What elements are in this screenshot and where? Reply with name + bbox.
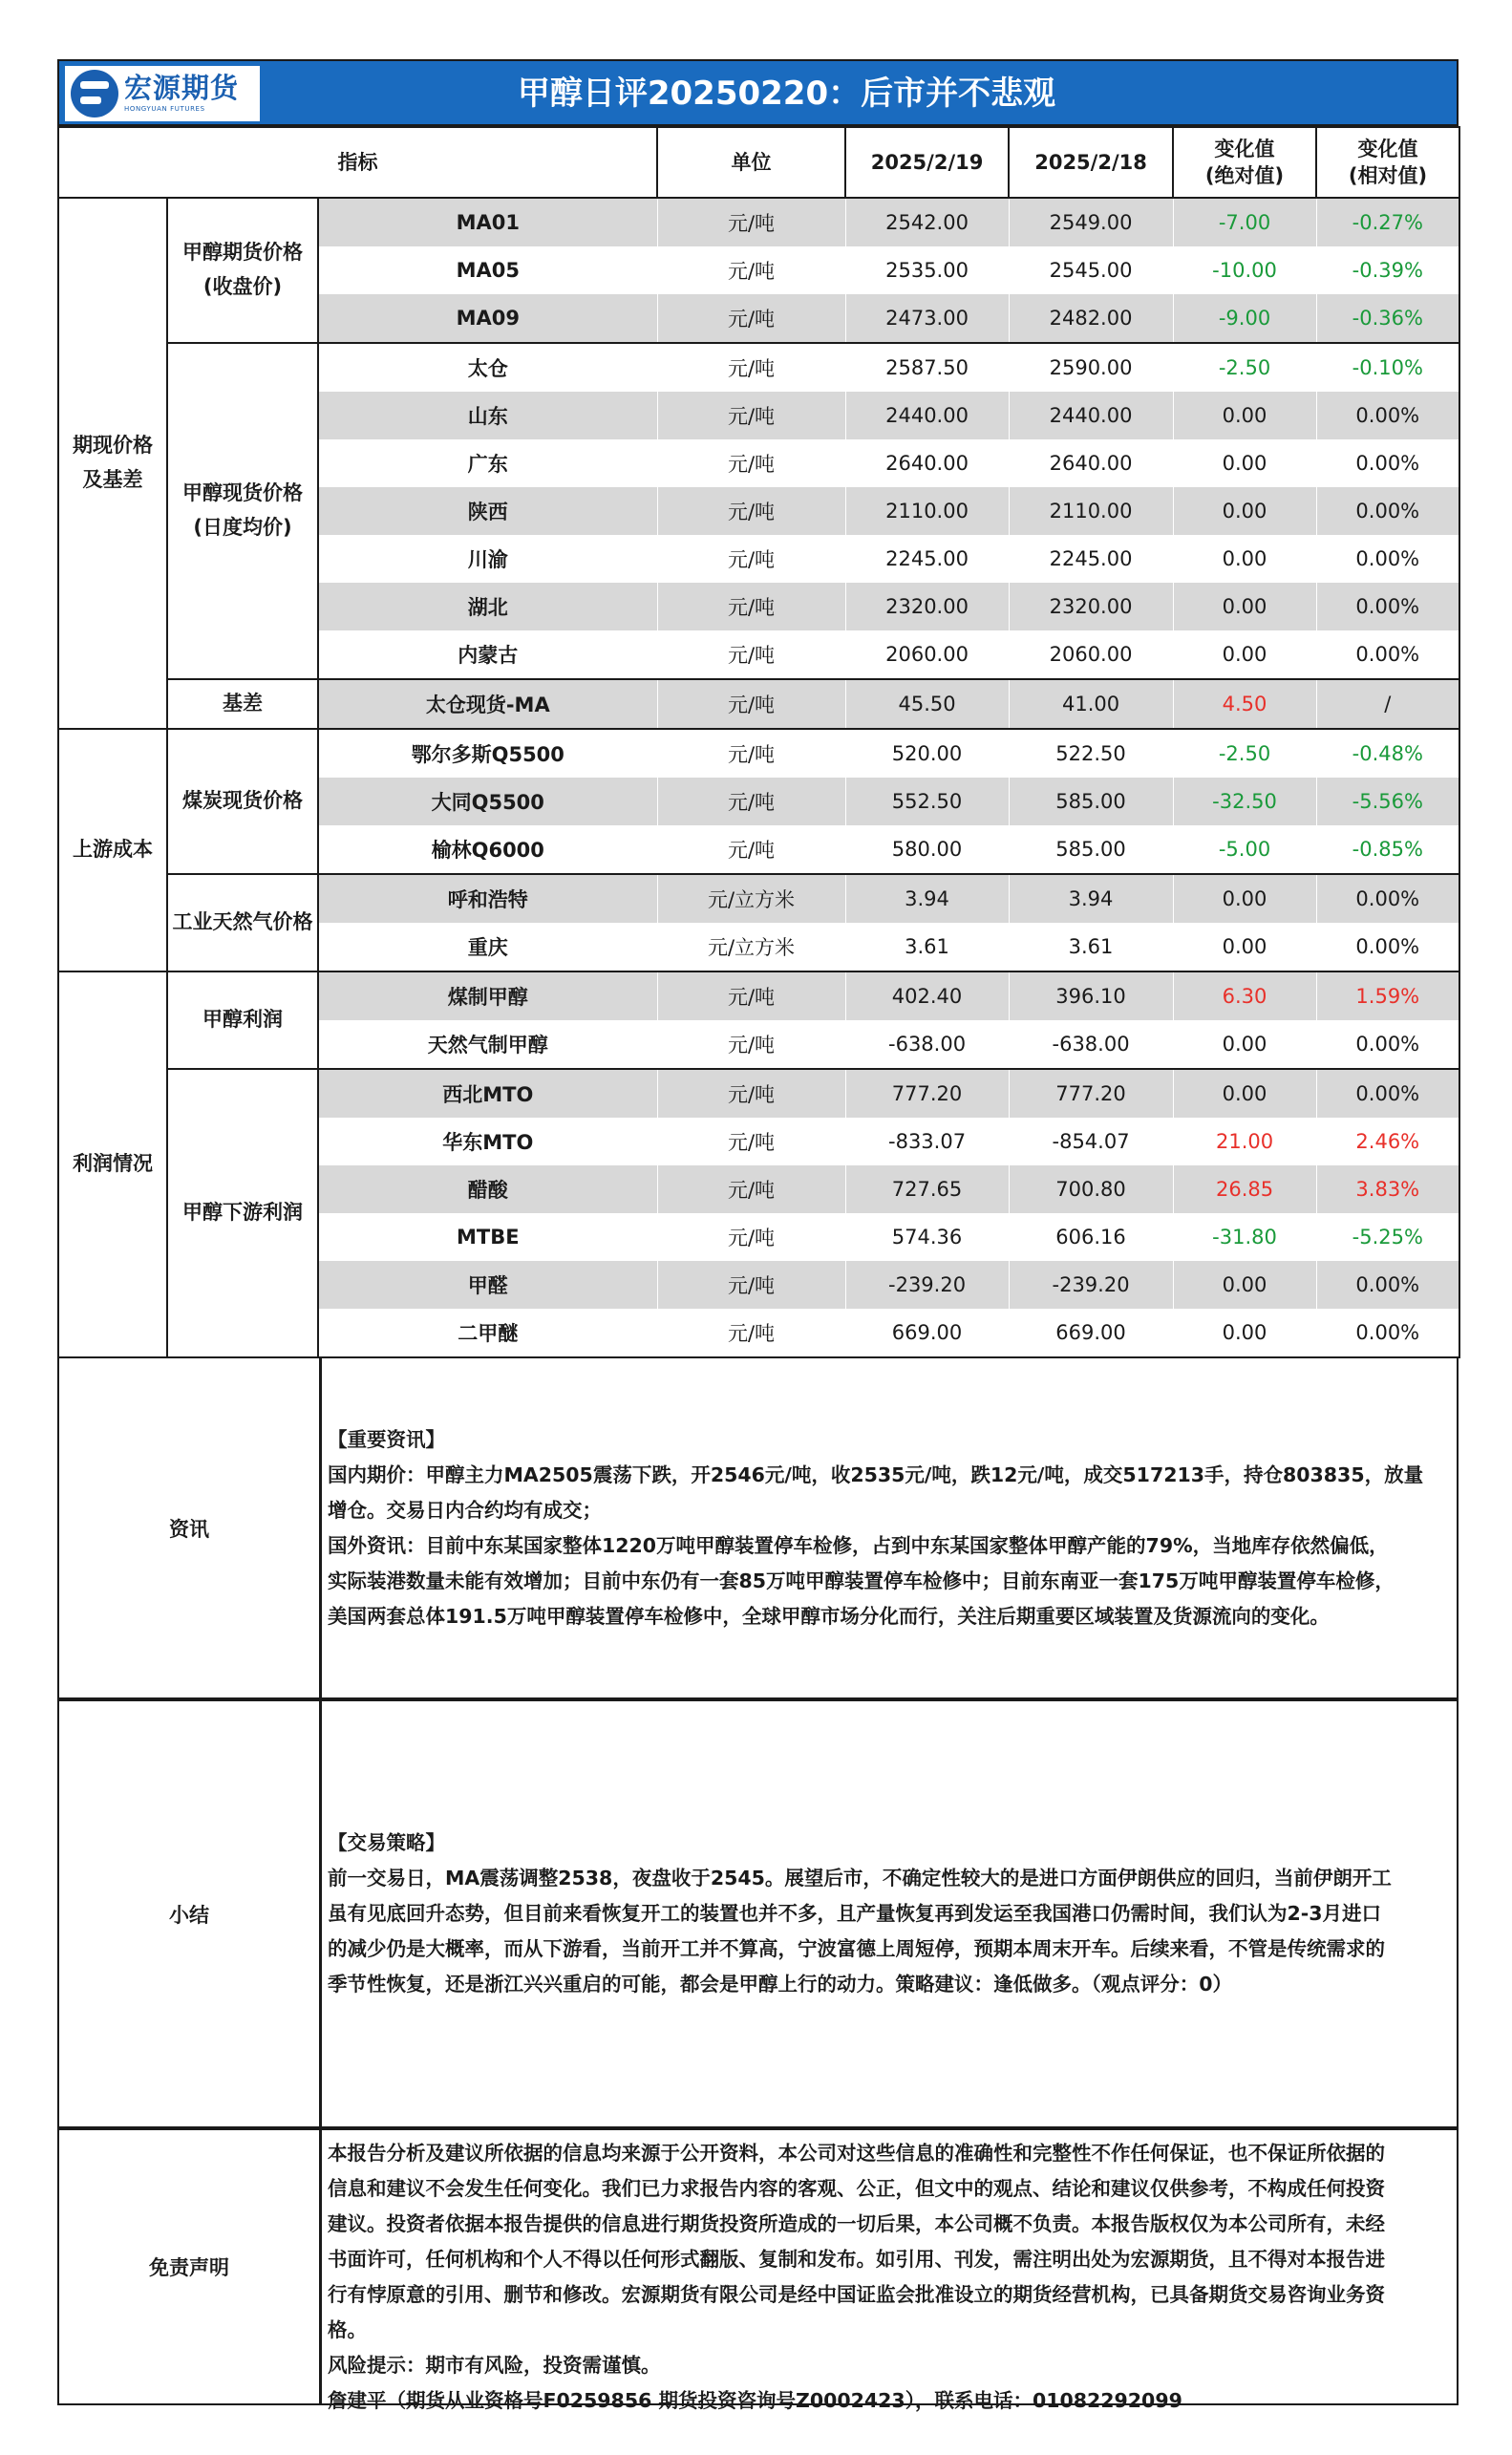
unit-cell: 元/吨 (657, 679, 845, 729)
value-date2-cell: 2320.00 (1009, 583, 1173, 630)
unit-cell: 元/吨 (657, 246, 845, 294)
subcategory-cell: 甲醇现货价格 (日度均价) (167, 343, 318, 679)
unit-cell: 元/吨 (657, 1261, 845, 1309)
col-unit: 单位 (657, 127, 845, 198)
value-date1-cell: 2440.00 (845, 392, 1009, 439)
indicator-cell: MA05 (318, 246, 657, 294)
change-rel-cell: 0.00% (1316, 392, 1459, 439)
title-bar (57, 59, 1459, 126)
value-date1-cell: 727.65 (845, 1165, 1009, 1213)
change-abs-cell: 0.00 (1173, 630, 1316, 679)
value-date2-cell: 669.00 (1009, 1309, 1173, 1357)
subcategory-cell: 基差 (167, 679, 318, 729)
unit-cell: 元/吨 (657, 1020, 845, 1069)
change-rel-cell: 0.00% (1316, 1020, 1459, 1069)
subcategory-cell: 煤炭现货价格 (167, 729, 318, 874)
value-date2-cell: 2060.00 (1009, 630, 1173, 679)
change-abs-cell: 0.00 (1173, 1309, 1316, 1357)
change-abs-cell: 21.00 (1173, 1118, 1316, 1165)
change-rel-cell: -5.56% (1316, 778, 1459, 825)
table-row (58, 198, 1459, 246)
indicator-cell: 陕西 (318, 487, 657, 535)
change-abs-cell: 0.00 (1173, 439, 1316, 487)
value-date1-cell: 2587.50 (845, 343, 1009, 392)
change-rel-cell: / (1316, 679, 1459, 729)
value-date1-cell: 2110.00 (845, 487, 1009, 535)
unit-cell: 元/吨 (657, 971, 845, 1020)
value-date1-cell: -638.00 (845, 1020, 1009, 1069)
category-cell: 上游成本 (58, 729, 167, 971)
unit-cell: 元/吨 (657, 825, 845, 874)
change-rel-cell: 0.00% (1316, 487, 1459, 535)
value-date1-cell: -239.20 (845, 1261, 1009, 1309)
value-date2-cell: 2245.00 (1009, 535, 1173, 583)
change-abs-cell: -9.00 (1173, 294, 1316, 343)
indicator-cell: 天然气制甲醇 (318, 1020, 657, 1069)
value-date1-cell: 580.00 (845, 825, 1009, 874)
change-abs-cell: -10.00 (1173, 246, 1316, 294)
change-rel-cell: 0.00% (1316, 439, 1459, 487)
table-row (58, 1069, 1459, 1118)
change-abs-cell: -2.50 (1173, 343, 1316, 392)
value-date2-cell: 2110.00 (1009, 487, 1173, 535)
change-abs-cell: -2.50 (1173, 729, 1316, 778)
value-date1-cell: 3.94 (845, 874, 1009, 923)
value-date1-cell: 402.40 (845, 971, 1009, 1020)
col-date1: 2025/2/19 (845, 127, 1009, 198)
unit-cell: 元/吨 (657, 630, 845, 679)
value-date2-cell: 2640.00 (1009, 439, 1173, 487)
change-abs-cell: 0.00 (1173, 1261, 1316, 1309)
unit-cell: 元/吨 (657, 198, 845, 246)
value-date1-cell: 574.36 (845, 1213, 1009, 1261)
value-date1-cell: 520.00 (845, 729, 1009, 778)
indicator-cell: 山东 (318, 392, 657, 439)
news-section (57, 1358, 1459, 1699)
indicator-cell: 煤制甲醇 (318, 971, 657, 1020)
indicator-cell: MA09 (318, 294, 657, 343)
indicator-cell: 醋酸 (318, 1165, 657, 1213)
change-rel-cell: 0.00% (1316, 630, 1459, 679)
value-date1-cell: 669.00 (845, 1309, 1009, 1357)
indicator-cell: 甲醛 (318, 1261, 657, 1309)
indicator-cell: 太仓现货-MA (318, 679, 657, 729)
value-date1-cell: 2060.00 (845, 630, 1009, 679)
col-change-rel: 变化值 (相对值) (1316, 127, 1459, 198)
value-date1-cell: 3.61 (845, 923, 1009, 971)
unit-cell: 元/吨 (657, 487, 845, 535)
value-date2-cell: 777.20 (1009, 1069, 1173, 1118)
disclaimer-section (57, 2128, 1459, 2412)
report-title: 甲醇日评20250220：后市并不悲观 (517, 75, 1056, 113)
change-rel-cell: 1.59% (1316, 971, 1459, 1020)
change-rel-cell: 2.46% (1316, 1118, 1459, 1165)
col-indicator: 指标 (58, 127, 657, 198)
change-rel-cell: 0.00% (1316, 583, 1459, 630)
subcategory-cell: 甲醇下游利润 (167, 1069, 318, 1357)
unit-cell: 元/吨 (657, 392, 845, 439)
disclaimer-label: 免责声明 (59, 2130, 322, 2403)
unit-cell: 元/立方米 (657, 923, 845, 971)
value-date2-cell: 3.61 (1009, 923, 1173, 971)
change-abs-cell: 4.50 (1173, 679, 1316, 729)
indicator-cell: MA01 (318, 198, 657, 246)
change-abs-cell: 0.00 (1173, 535, 1316, 583)
change-rel-cell: -0.10% (1316, 343, 1459, 392)
value-date1-cell: 2245.00 (845, 535, 1009, 583)
change-rel-cell: -0.39% (1316, 246, 1459, 294)
summary-text: 【交易策略】 前一交易日，MA震荡调整2538，夜盘收于2545。展望后市，不确定性较大的是进口方面伊朗供应的回归，当前伊朗开工 虽有见底回升态势，但目前来看恢复开工的装置也并不多，且产量恢复再到发运至我国港口仍需时间，我们认为2-3月进口 的减少仍是大概率，而从下游看，当前开工并不算高，宁波富德上周短停，预期本周末开车。后续来看，不管是传统需求的 季节性恢复，还是浙江兴兴重启的可能，都会是甲醇上行的动力。策略建议：逢低做多。（观点评分：0） (328, 1831, 1392, 1996)
change-rel-cell: 0.00% (1316, 1309, 1459, 1357)
unit-cell: 元/吨 (657, 778, 845, 825)
indicator-cell: 榆林Q6000 (318, 825, 657, 874)
category-cell: 期现价格 及基差 (58, 198, 167, 729)
col-date2: 2025/2/18 (1009, 127, 1173, 198)
value-date1-cell: 2640.00 (845, 439, 1009, 487)
change-abs-cell: 6.30 (1173, 971, 1316, 1020)
table-row (58, 343, 1459, 392)
change-abs-cell: -31.80 (1173, 1213, 1316, 1261)
indicator-cell: MTBE (318, 1213, 657, 1261)
value-date1-cell: 45.50 (845, 679, 1009, 729)
unit-cell: 元/吨 (657, 535, 845, 583)
change-abs-cell: 0.00 (1173, 923, 1316, 971)
value-date1-cell: 2542.00 (845, 198, 1009, 246)
value-date2-cell: 2440.00 (1009, 392, 1173, 439)
change-abs-cell: -32.50 (1173, 778, 1316, 825)
indicator-cell: 湖北 (318, 583, 657, 630)
value-date2-cell: 2590.00 (1009, 343, 1173, 392)
unit-cell: 元/吨 (657, 1309, 845, 1357)
change-rel-cell: -0.27% (1316, 198, 1459, 246)
change-abs-cell: 0.00 (1173, 392, 1316, 439)
change-abs-cell: -7.00 (1173, 198, 1316, 246)
category-cell: 利润情况 (58, 971, 167, 1357)
unit-cell: 元/吨 (657, 729, 845, 778)
value-date2-cell: 2545.00 (1009, 246, 1173, 294)
indicator-cell: 鄂尔多斯Q5500 (318, 729, 657, 778)
change-abs-cell: 0.00 (1173, 1020, 1316, 1069)
value-date2-cell: 396.10 (1009, 971, 1173, 1020)
indicator-cell: 川渝 (318, 535, 657, 583)
unit-cell: 元/吨 (657, 1165, 845, 1213)
change-rel-cell: 0.00% (1316, 1069, 1459, 1118)
table-row (58, 679, 1459, 729)
indicator-cell: 西北MTO (318, 1069, 657, 1118)
change-abs-cell: 0.00 (1173, 1069, 1316, 1118)
change-rel-cell: -5.25% (1316, 1213, 1459, 1261)
col-change-abs: 变化值 (绝对值) (1173, 127, 1316, 198)
value-date2-cell: 585.00 (1009, 778, 1173, 825)
change-rel-cell: -0.85% (1316, 825, 1459, 874)
indicator-cell: 广东 (318, 439, 657, 487)
indicator-table (57, 126, 1460, 1358)
report-sheet (57, 59, 1459, 2412)
change-abs-cell: -5.00 (1173, 825, 1316, 874)
change-abs-cell: 0.00 (1173, 583, 1316, 630)
value-date2-cell: 2549.00 (1009, 198, 1173, 246)
value-date2-cell: 606.16 (1009, 1213, 1173, 1261)
change-rel-cell: -0.36% (1316, 294, 1459, 343)
indicator-cell: 内蒙古 (318, 630, 657, 679)
unit-cell: 元/立方米 (657, 874, 845, 923)
table-header-row (58, 127, 1459, 198)
indicator-cell: 华东MTO (318, 1118, 657, 1165)
value-date1-cell: 777.20 (845, 1069, 1009, 1118)
unit-cell: 元/吨 (657, 1213, 845, 1261)
unit-cell: 元/吨 (657, 439, 845, 487)
indicator-cell: 太仓 (318, 343, 657, 392)
value-date1-cell: -833.07 (845, 1118, 1009, 1165)
value-date1-cell: 2473.00 (845, 294, 1009, 343)
change-rel-cell: 0.00% (1316, 923, 1459, 971)
value-date2-cell: 3.94 (1009, 874, 1173, 923)
news-label: 资讯 (59, 1358, 322, 1697)
news-text: 【重要资讯】 国内期价：甲醇主力MA2505震荡下跌，开2546元/吨，收2535元/吨，跌12元/吨，成交517213手，持仓803835，放量 增仓。交易日内合约均有成交； 国外资讯：目前中东某国家整体1220万吨甲醇装置停车检修，占到中东某国家整体甲醇产能的79%，当地库存依然偏低， 实际装港数量未能有效增加；目前中东仍有一套85万吨甲醇装置停车检修中；目前东南亚一套175万吨甲醇装置停车检修， 美国两套总体191.5万吨甲醇装置停车检修中，全球甲醇市场分化而行，关注后期重要区域装置及货源流向的变化。 (328, 1427, 1424, 1628)
change-rel-cell: 0.00% (1316, 874, 1459, 923)
change-abs-cell: 26.85 (1173, 1165, 1316, 1213)
indicator-cell: 大同Q5500 (318, 778, 657, 825)
value-date2-cell: 41.00 (1009, 679, 1173, 729)
value-date1-cell: 2535.00 (845, 246, 1009, 294)
logo-en-text: HONGYUAN FUTURES (124, 105, 205, 113)
table-row (58, 729, 1459, 778)
value-date2-cell: -854.07 (1009, 1118, 1173, 1165)
change-rel-cell: -0.48% (1316, 729, 1459, 778)
unit-cell: 元/吨 (657, 1069, 845, 1118)
value-date2-cell: 700.80 (1009, 1165, 1173, 1213)
value-date1-cell: 2320.00 (845, 583, 1009, 630)
value-date2-cell: -638.00 (1009, 1020, 1173, 1069)
change-rel-cell: 0.00% (1316, 1261, 1459, 1309)
unit-cell: 元/吨 (657, 294, 845, 343)
subcategory-cell: 甲醇利润 (167, 971, 318, 1069)
change-rel-cell: 3.83% (1316, 1165, 1459, 1213)
indicator-cell: 呼和浩特 (318, 874, 657, 923)
indicator-cell: 二甲醚 (318, 1309, 657, 1357)
unit-cell: 元/吨 (657, 1118, 845, 1165)
value-date2-cell: 522.50 (1009, 729, 1173, 778)
unit-cell: 元/吨 (657, 343, 845, 392)
subcategory-cell: 甲醇期货价格 (收盘价) (167, 198, 318, 343)
indicator-cell: 重庆 (318, 923, 657, 971)
summary-label: 小结 (59, 1701, 322, 2126)
disclaimer-text: 本报告分析及建议所依据的信息均来源于公开资料，本公司对这些信息的准确性和完整性不作任何保证，也不保证所依据的 信息和建议不会发生任何变化。我们已力求报告内容的客观、公正，但文中的观点、结论和建议仅供参考，不构成任何投资 建议。投资者依据本报告提供的信息进行期货投资所造成的一切后果，本公司概不负责。本报告版权仅为本公司所有，未经 书面许可，任何机构和个人不得以任何形式翻版、复制和发布。如引用、刊发，需注明出处为宏源期货，且不得对本报告进 行有悖原意的引用、删节和修改。宏源期货有限公司是经中国证监会批准设立的期货经营机构，已具备期货交易咨询业务资 格。 风险提示：期市有风险，投资需谨慎。 詹建平（期货从业资格号F0259856 期货投资咨询号Z0002423），联系电话：01082292099 (328, 2142, 1385, 2412)
unit-cell: 元/吨 (657, 583, 845, 630)
change-abs-cell: 0.00 (1173, 487, 1316, 535)
change-rel-cell: 0.00% (1316, 535, 1459, 583)
subcategory-cell: 工业天然气价格 (167, 874, 318, 971)
logo-cn-text: 宏源期货 (124, 72, 240, 104)
table-row (58, 874, 1459, 923)
value-date2-cell: -239.20 (1009, 1261, 1173, 1309)
value-date2-cell: 2482.00 (1009, 294, 1173, 343)
change-abs-cell: 0.00 (1173, 874, 1316, 923)
value-date2-cell: 585.00 (1009, 825, 1173, 874)
summary-section (57, 1699, 1459, 2128)
table-row (58, 971, 1459, 1020)
value-date1-cell: 552.50 (845, 778, 1009, 825)
